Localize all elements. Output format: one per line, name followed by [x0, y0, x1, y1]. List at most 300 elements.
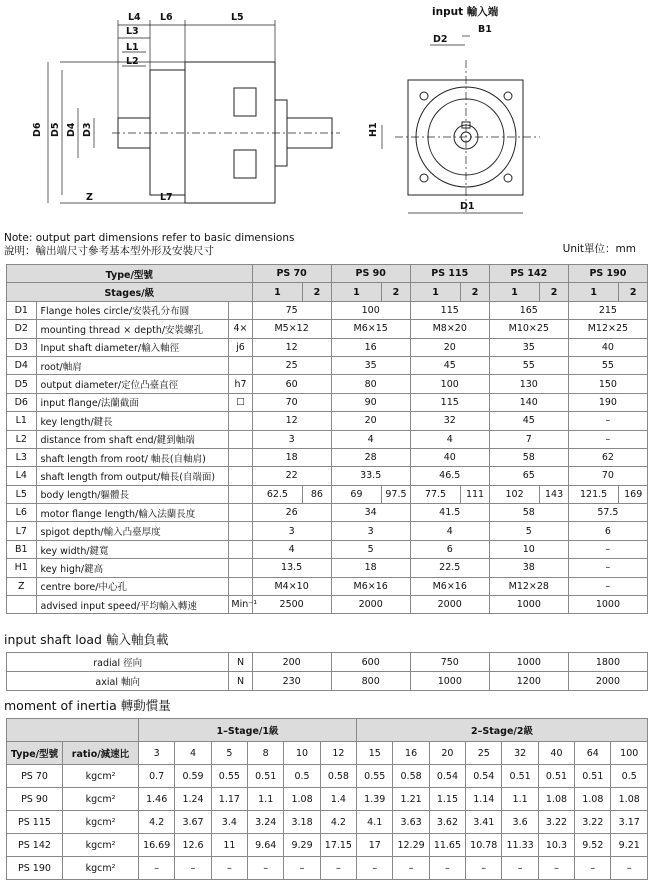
dim-B1: B1: [478, 24, 492, 35]
stage-number: 2: [303, 283, 331, 301]
param-tolerance: [229, 467, 252, 485]
cell-value: 22.5: [410, 559, 489, 577]
param-description: root/軸肩: [36, 356, 229, 374]
dim-D6: D6: [32, 122, 43, 137]
param-description: shaft length from output/軸長(自端面): [36, 467, 229, 485]
cell-value: 10.3: [538, 834, 574, 857]
cell-value: 97.5: [382, 485, 410, 503]
stage-number: 2: [619, 283, 648, 301]
dimension-table: [6, 264, 648, 614]
model-header: PS 90: [331, 265, 410, 283]
cell-value: 18: [252, 448, 331, 466]
param-code: D3: [7, 338, 37, 356]
header-row-stage-groups: [7, 719, 648, 742]
cell-value: M6×16: [410, 577, 489, 595]
cell-value: 3.63: [393, 811, 429, 834]
cell-value: 3.4: [211, 811, 247, 834]
param-description: input flange/法蘭截面: [36, 393, 229, 411]
cell-value: –: [568, 412, 647, 430]
gearbox-body-outline: [185, 62, 275, 203]
param-code: D5: [7, 375, 37, 393]
cell-value: M10×25: [489, 320, 568, 338]
dim-D1: D1: [460, 201, 475, 212]
param-description: Flange holes circle/安裝孔分布圓: [36, 301, 229, 319]
table-row: [7, 320, 648, 338]
param-description: shaft length from root/ 軸長(自軸肩): [36, 448, 229, 466]
cell-value: 70: [252, 393, 331, 411]
model-header: PS 190: [568, 265, 647, 283]
cell-value: 121.5: [568, 485, 619, 503]
cell-value: 40: [410, 448, 489, 466]
param-code: L4: [7, 467, 37, 485]
ratio-value: 40: [538, 742, 574, 765]
ratio-value: 64: [575, 742, 611, 765]
table-row: [7, 811, 648, 834]
ratio-value: 10: [284, 742, 320, 765]
param-tolerance: [229, 522, 252, 540]
moment-of-inertia-title: moment of inertia 轉動慣量: [4, 698, 171, 713]
stages-header: Stages/級: [7, 283, 253, 301]
cell-value: 600: [331, 653, 410, 672]
cell-value: 34: [331, 504, 410, 522]
cell-value: 10.78: [466, 834, 502, 857]
cell-value: 55: [568, 356, 647, 374]
cell-value: 140: [489, 393, 568, 411]
param-description: Input shaft diameter/輸入軸徑: [36, 338, 229, 356]
param-tolerance: [229, 430, 252, 448]
param-code: B1: [7, 540, 37, 558]
cell-value: M8×20: [410, 320, 489, 338]
cell-value: 1.39: [357, 788, 393, 811]
cell-value: 16: [331, 338, 410, 356]
cell-value: 11.65: [429, 834, 465, 857]
cell-value: M12×25: [568, 320, 647, 338]
table-row: [7, 393, 648, 411]
cell-value: 3.6: [502, 811, 538, 834]
param-code: D4: [7, 356, 37, 374]
blank-header: [7, 719, 139, 742]
param-tolerance: [229, 577, 252, 595]
stage-number: 1: [568, 283, 619, 301]
front-view-title: input 輸入端: [432, 6, 499, 18]
cell-value: –: [568, 540, 647, 558]
ratio-value: 8: [248, 742, 284, 765]
cell-value: 0.58: [393, 765, 429, 788]
cell-value: 3.62: [429, 811, 465, 834]
cell-value: 3.67: [175, 811, 211, 834]
cell-value: 32: [410, 412, 489, 430]
stage2-header: 2–Stage/2級: [357, 719, 648, 742]
cell-value: 3.22: [538, 811, 574, 834]
cell-value: 165: [489, 301, 568, 319]
ratio-value: 25: [466, 742, 502, 765]
cell-value: 9.52: [575, 834, 611, 857]
param-tolerance: Min⁻¹: [229, 596, 252, 614]
load-unit: N: [229, 653, 252, 672]
param-code: L5: [7, 485, 37, 503]
header-row-stages: [7, 283, 648, 301]
cell-value: 20: [331, 412, 410, 430]
param-tolerance: [229, 301, 252, 319]
table-row: [7, 672, 648, 691]
cell-value: 20: [410, 338, 489, 356]
table-row: [7, 485, 648, 503]
input-shaft-load-title: input shaft load 輸入軸負載: [4, 632, 169, 647]
cell-value: 143: [540, 485, 568, 503]
cell-value: 1000: [410, 672, 489, 691]
cell-value: 57.5: [568, 504, 647, 522]
cell-value: 40: [568, 338, 647, 356]
ratio-value: 12: [320, 742, 356, 765]
param-code: [7, 596, 37, 614]
ratio-value: 5: [211, 742, 247, 765]
cell-value: 45: [489, 412, 568, 430]
param-code: L1: [7, 412, 37, 430]
inertia-unit: kgcm²: [63, 857, 139, 880]
cell-value: 102: [489, 485, 540, 503]
cell-value: 3: [252, 430, 331, 448]
cell-value: 9.21: [611, 834, 648, 857]
cell-value: 11: [211, 834, 247, 857]
cell-value: 230: [252, 672, 331, 691]
dim-L4: L4: [128, 12, 141, 23]
cell-value: 5: [331, 540, 410, 558]
cell-value: 33.5: [331, 467, 410, 485]
table-row: [7, 467, 648, 485]
cell-value: 1.15: [429, 788, 465, 811]
stage-number: 1: [252, 283, 303, 301]
cell-value: 38: [489, 559, 568, 577]
cell-value: –: [211, 857, 247, 880]
cell-value: –: [568, 577, 647, 595]
cell-value: 11.33: [502, 834, 538, 857]
cell-value: 0.51: [502, 765, 538, 788]
cell-value: –: [575, 857, 611, 880]
cell-value: 111: [461, 485, 489, 503]
cell-value: 70: [568, 467, 647, 485]
param-tolerance: [229, 448, 252, 466]
unit-label: Unit單位：mm: [562, 243, 636, 255]
cell-value: 13.5: [252, 559, 331, 577]
table-row: [7, 430, 648, 448]
type-name: PS 190: [7, 857, 63, 880]
cell-value: 16.69: [139, 834, 175, 857]
cell-value: 169: [619, 485, 648, 503]
table-row: [7, 765, 648, 788]
param-description: mounting thread × depth/安裝螺孔: [36, 320, 229, 338]
cell-value: 1.08: [284, 788, 320, 811]
cell-value: 75: [252, 301, 331, 319]
dim-L5: L5: [231, 12, 244, 23]
cell-value: 4: [410, 430, 489, 448]
cell-value: 1.14: [466, 788, 502, 811]
cell-value: 3.17: [611, 811, 648, 834]
cell-value: –: [538, 857, 574, 880]
param-code: H1: [7, 559, 37, 577]
cell-value: 1.1: [248, 788, 284, 811]
dim-H1: H1: [368, 122, 379, 137]
cell-value: 62.5: [252, 485, 303, 503]
cell-value: 58: [489, 504, 568, 522]
table-row: [7, 356, 648, 374]
param-code: L3: [7, 448, 37, 466]
cell-value: 62: [568, 448, 647, 466]
cell-value: 1.08: [611, 788, 648, 811]
stage-number: 2: [382, 283, 410, 301]
cell-value: 3.18: [284, 811, 320, 834]
inertia-unit: kgcm²: [63, 788, 139, 811]
cell-value: 1.08: [538, 788, 574, 811]
param-code: Z: [7, 577, 37, 595]
header-row-models: [7, 265, 648, 283]
dim-D4: D4: [66, 122, 77, 137]
cell-value: 41.5: [410, 504, 489, 522]
cell-value: 0.55: [211, 765, 247, 788]
param-tolerance: [229, 504, 252, 522]
cell-value: –: [429, 857, 465, 880]
cell-value: 3.24: [248, 811, 284, 834]
cell-value: 58: [489, 448, 568, 466]
param-code: D1: [7, 301, 37, 319]
param-description: advised input speed/平均輸入轉速: [36, 596, 229, 614]
dim-L3: L3: [126, 26, 139, 37]
cell-value: 17: [357, 834, 393, 857]
cell-value: 2500: [252, 596, 331, 614]
inertia-unit: kgcm²: [63, 765, 139, 788]
cell-value: –: [284, 857, 320, 880]
type-header: Type/型號: [7, 742, 63, 765]
param-description: distance from shaft end/鍵到軸端: [36, 430, 229, 448]
table-row: [7, 653, 648, 672]
cell-value: 9.29: [284, 834, 320, 857]
cell-value: 5: [489, 522, 568, 540]
cell-value: M6×16: [331, 577, 410, 595]
cell-value: 0.7: [139, 765, 175, 788]
ratio-value: 15: [357, 742, 393, 765]
cell-value: 1.4: [320, 788, 356, 811]
param-tolerance: 4×: [229, 320, 252, 338]
dim-D3: D3: [82, 122, 93, 137]
ratio-header: ratio/減速比: [63, 742, 139, 765]
type-name: PS 115: [7, 811, 63, 834]
output-flange-outline: [150, 70, 185, 195]
cell-value: –: [393, 857, 429, 880]
cell-value: 2000: [568, 672, 647, 691]
cell-value: 35: [489, 338, 568, 356]
moment-of-inertia-table: [6, 718, 648, 880]
cell-value: –: [611, 857, 648, 880]
cell-value: 200: [252, 653, 331, 672]
table-row: [7, 834, 648, 857]
inertia-unit: kgcm²: [63, 834, 139, 857]
cell-value: 2000: [331, 596, 410, 614]
cell-value: 46.5: [410, 467, 489, 485]
param-code: D6: [7, 393, 37, 411]
cell-value: 60: [252, 375, 331, 393]
stage-number: 1: [331, 283, 382, 301]
cell-value: 1.08: [575, 788, 611, 811]
ratio-value: 4: [175, 742, 211, 765]
model-header: PS 70: [252, 265, 331, 283]
load-label: radial 徑向: [7, 653, 229, 672]
cell-value: –: [175, 857, 211, 880]
cell-value: 28: [331, 448, 410, 466]
table-row: [7, 448, 648, 466]
param-tolerance: [229, 485, 252, 503]
param-description: spigot depth/輸入凸臺厚度: [36, 522, 229, 540]
cell-value: –: [466, 857, 502, 880]
cell-value: 215: [568, 301, 647, 319]
cell-value: 1.1: [502, 788, 538, 811]
dim-D5: D5: [50, 122, 61, 137]
cell-value: 2000: [410, 596, 489, 614]
stage-number: 1: [410, 283, 461, 301]
table-row: [7, 596, 648, 614]
table-row: [7, 559, 648, 577]
cell-value: –: [320, 857, 356, 880]
cell-value: M4×10: [252, 577, 331, 595]
type-name: PS 70: [7, 765, 63, 788]
cell-value: M6×15: [331, 320, 410, 338]
param-tolerance: ☐: [229, 393, 252, 411]
table-row: [7, 540, 648, 558]
cell-value: 150: [568, 375, 647, 393]
header-row-ratios: [7, 742, 648, 765]
cell-value: 1.24: [175, 788, 211, 811]
note-english: Note: output part dimensions refer to basic dimensions: [4, 232, 295, 244]
param-code: L2: [7, 430, 37, 448]
param-description: key width/鍵寬: [36, 540, 229, 558]
cell-value: –: [248, 857, 284, 880]
table-row: [7, 522, 648, 540]
cell-value: 0.5: [611, 765, 648, 788]
cell-value: 1200: [489, 672, 568, 691]
cell-value: 115: [410, 393, 489, 411]
cell-value: 100: [331, 301, 410, 319]
technical-drawing: [0, 0, 656, 230]
cell-value: 55: [489, 356, 568, 374]
table-row: [7, 338, 648, 356]
cell-value: 10: [489, 540, 568, 558]
cell-value: 25: [252, 356, 331, 374]
ratio-value: 20: [429, 742, 465, 765]
type-name: PS 90: [7, 788, 63, 811]
cell-value: –: [502, 857, 538, 880]
table-row: [7, 857, 648, 880]
cell-value: 100: [410, 375, 489, 393]
cell-value: 4.1: [357, 811, 393, 834]
cell-value: 4: [331, 430, 410, 448]
cell-value: 12: [252, 338, 331, 356]
cell-value: 4: [252, 540, 331, 558]
param-tolerance: [229, 540, 252, 558]
cell-value: 0.58: [320, 765, 356, 788]
cell-value: 0.51: [575, 765, 611, 788]
cell-value: 1.17: [211, 788, 247, 811]
cell-value: M12×28: [489, 577, 568, 595]
cell-value: 800: [331, 672, 410, 691]
cell-value: 1000: [489, 653, 568, 672]
type-name: PS 142: [7, 834, 63, 857]
dim-L6: L6: [160, 12, 173, 23]
cell-value: 190: [568, 393, 647, 411]
cell-value: 0.55: [357, 765, 393, 788]
cell-value: 35: [331, 356, 410, 374]
param-code: D2: [7, 320, 37, 338]
cell-value: 1800: [568, 653, 647, 672]
param-tolerance: [229, 356, 252, 374]
param-description: key length/鍵長: [36, 412, 229, 430]
load-label: axial 軸向: [7, 672, 229, 691]
table-row: [7, 301, 648, 319]
cell-value: 0.5: [284, 765, 320, 788]
param-description: body length/軀體長: [36, 485, 229, 503]
cell-value: 26: [252, 504, 331, 522]
cell-value: 3: [331, 522, 410, 540]
cell-value: 7: [489, 430, 568, 448]
cell-value: –: [139, 857, 175, 880]
cell-value: 0.54: [466, 765, 502, 788]
cell-value: 0.51: [248, 765, 284, 788]
inertia-unit: kgcm²: [63, 811, 139, 834]
cell-value: 17.15: [320, 834, 356, 857]
dim-D2: D2: [433, 34, 448, 45]
cell-value: 115: [410, 301, 489, 319]
param-code: L7: [7, 522, 37, 540]
ratio-value: 32: [502, 742, 538, 765]
param-tolerance: [229, 559, 252, 577]
stage-number: 2: [540, 283, 568, 301]
cell-value: 69: [331, 485, 382, 503]
cell-value: 4.2: [320, 811, 356, 834]
cell-value: 0.59: [175, 765, 211, 788]
cell-value: 22: [252, 467, 331, 485]
note-chinese: 說明：輸出端尺寸參考基本型外形及安裝尺寸: [4, 245, 214, 257]
param-description: key high/鍵高: [36, 559, 229, 577]
cell-value: 1000: [568, 596, 647, 614]
cell-value: 6: [410, 540, 489, 558]
dim-Z: Z: [86, 192, 93, 203]
cell-value: 6: [568, 522, 647, 540]
cell-value: 90: [331, 393, 410, 411]
param-code: L6: [7, 504, 37, 522]
cell-value: 12: [252, 412, 331, 430]
cell-value: –: [568, 430, 647, 448]
front-flange-outline: [408, 80, 523, 195]
cell-value: 9.64: [248, 834, 284, 857]
cell-value: 80: [331, 375, 410, 393]
input-shaft-load-table: [6, 652, 648, 691]
param-tolerance: h7: [229, 375, 252, 393]
cell-value: 45: [410, 356, 489, 374]
dim-L2: L2: [126, 56, 139, 67]
cell-value: 1.21: [393, 788, 429, 811]
table-row: [7, 577, 648, 595]
model-header: PS 142: [489, 265, 568, 283]
param-tolerance: [229, 412, 252, 430]
load-unit: N: [229, 672, 252, 691]
dim-L7: L7: [160, 192, 173, 203]
cell-value: 1.46: [139, 788, 175, 811]
cell-value: –: [568, 559, 647, 577]
model-header: PS 115: [410, 265, 489, 283]
dim-L1: L1: [126, 42, 139, 53]
table-row: [7, 788, 648, 811]
stage-number: 1: [489, 283, 540, 301]
type-header: Type/型號: [7, 265, 253, 283]
cell-value: 750: [410, 653, 489, 672]
stage-number: 2: [461, 283, 489, 301]
